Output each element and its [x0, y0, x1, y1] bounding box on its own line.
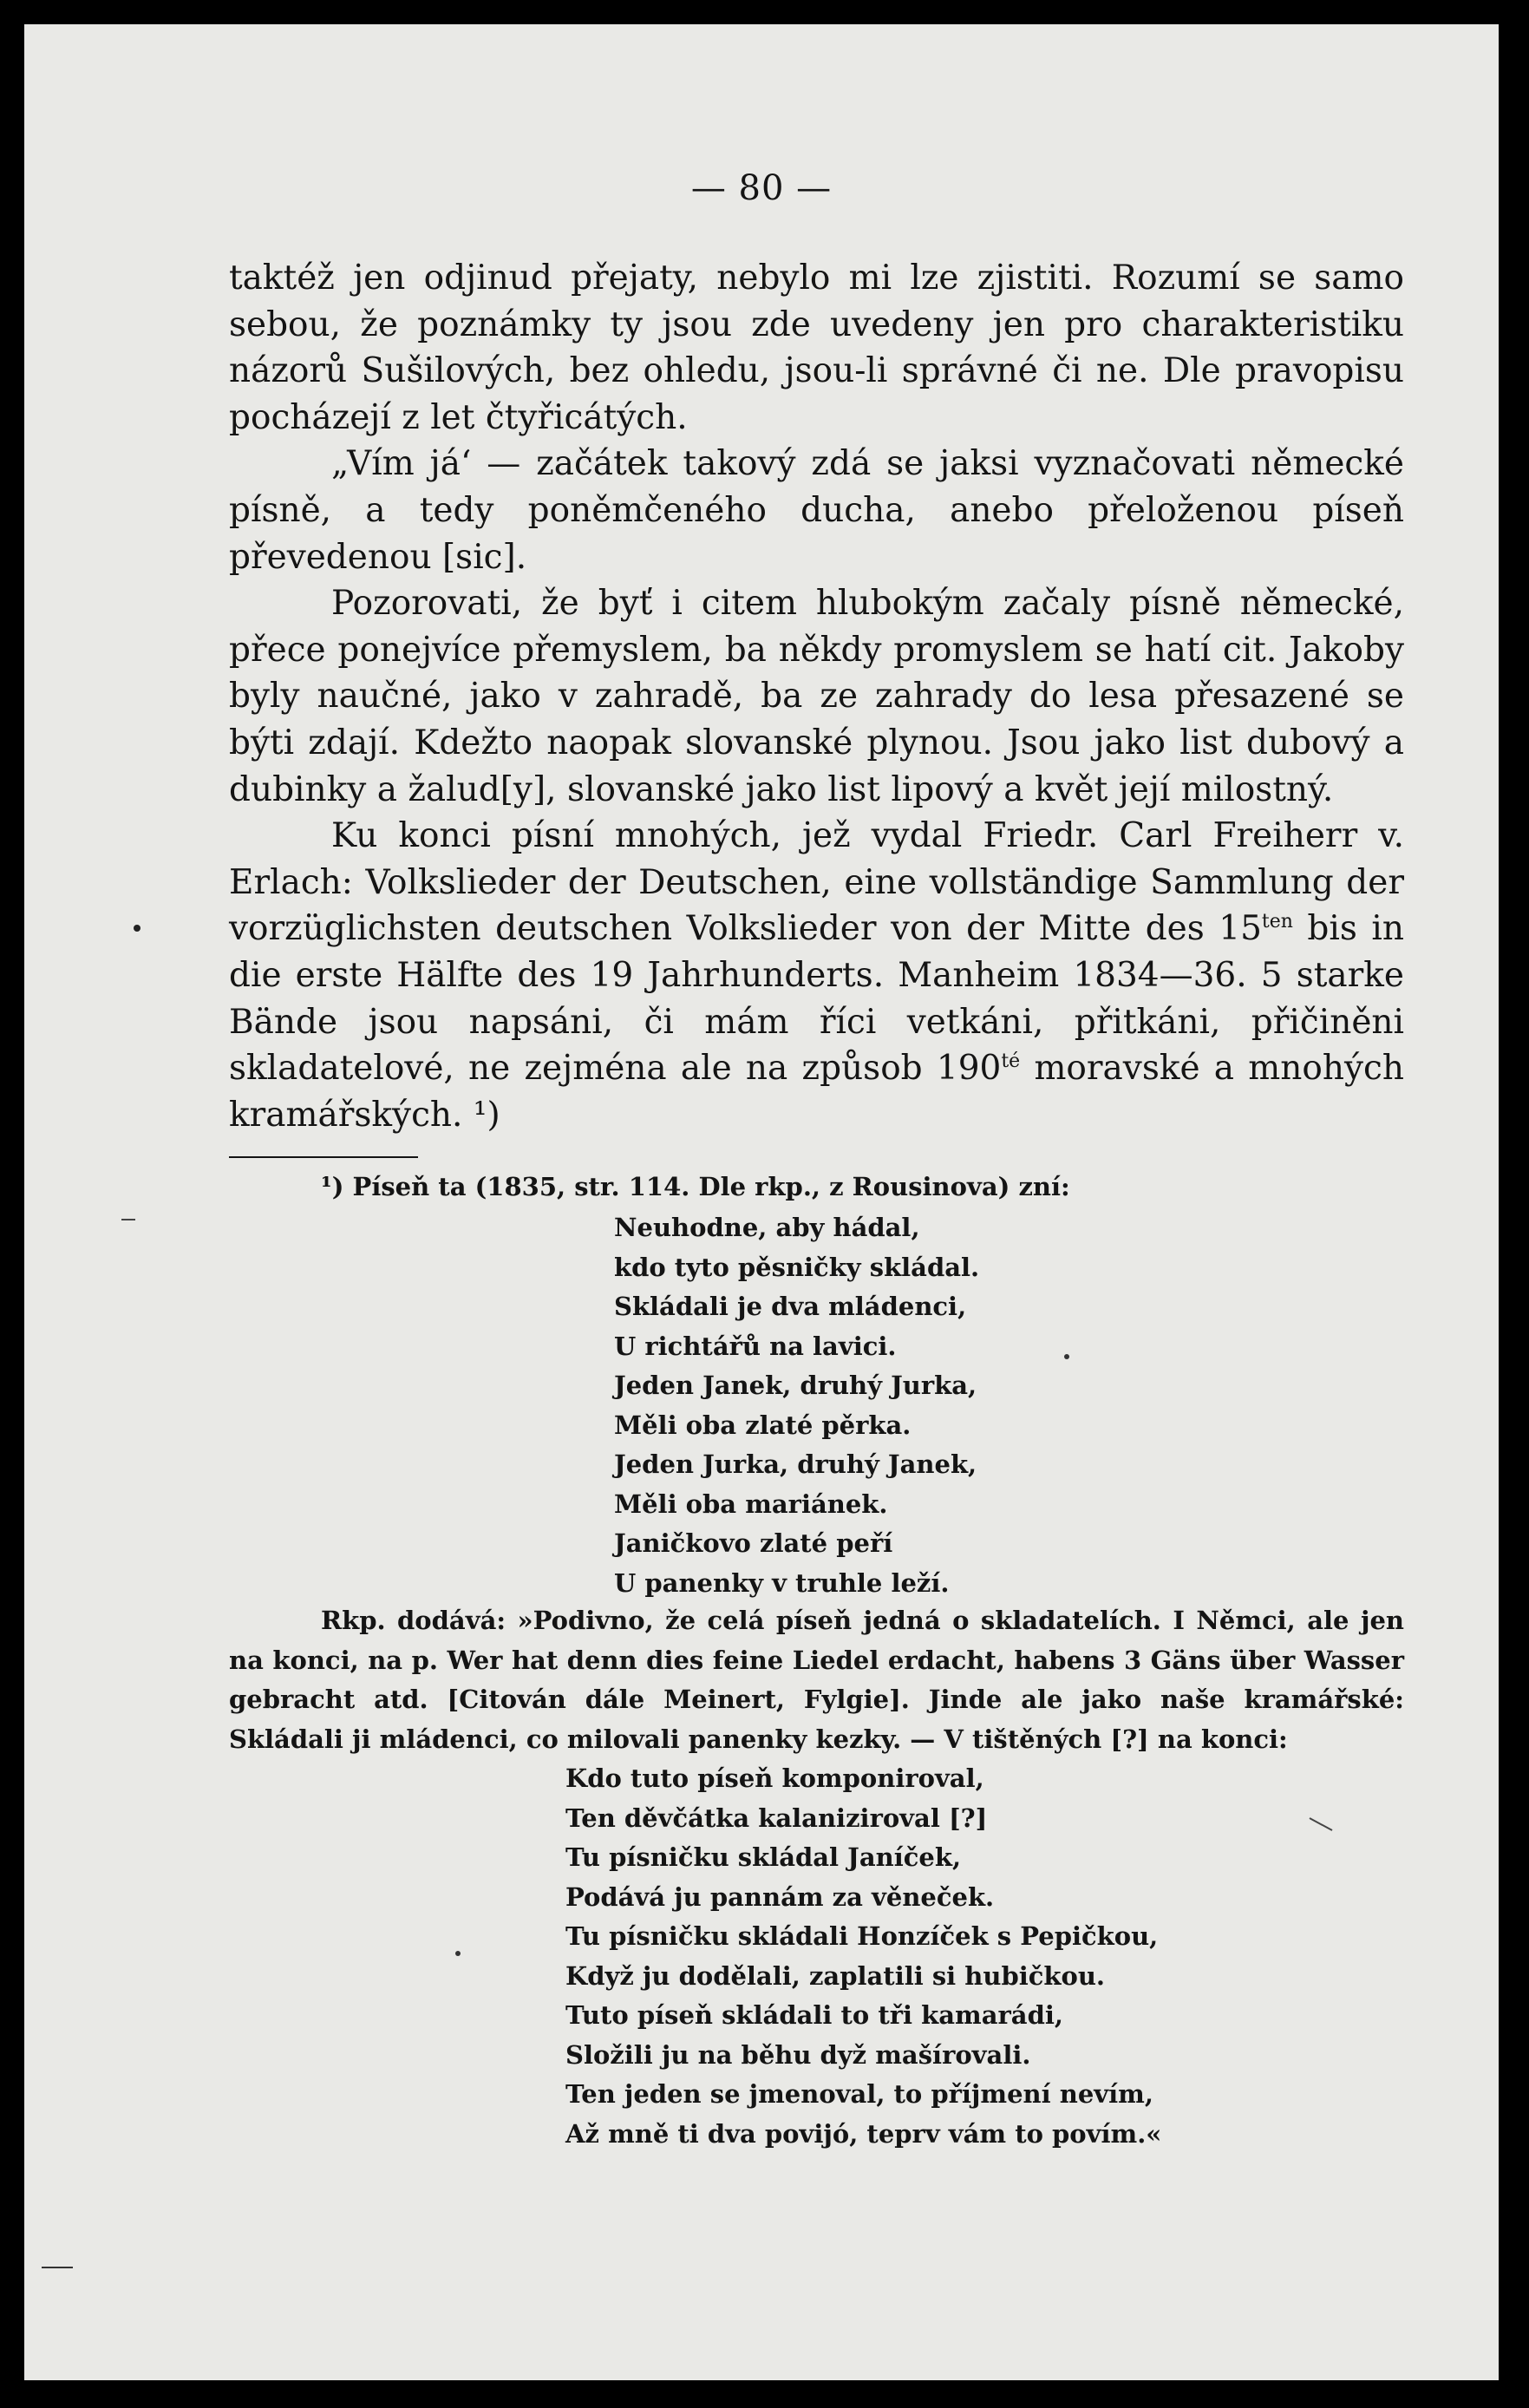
verse-line: Janičkovo zlaté peří: [614, 1528, 893, 1558]
verse-line: U richtářů na lavici.: [614, 1331, 897, 1361]
verse-line: Jeden Jurka, druhý Janek,: [614, 1449, 977, 1479]
paragraph-1: taktéž jen odjinud přejaty, nebylo mi lze zjistiti. Rozumí se samo sebou, že poznámky ty jsou zde uvedeny jen pro charakteristiku názorů Sušilových, bez ohledu, jsou-li správné či ne. Dle pravopisu pocházejí z let čtyřicátých.: [229, 258, 1404, 437]
paragraph-4: [229, 813, 1404, 1138]
footnote-verse-1: [614, 1208, 979, 1603]
verse-line: Kdo tuto píseň komponiroval,: [565, 1763, 984, 1793]
paragraph-4-part-3: moravské a mnohých kramářských.: [229, 1049, 1404, 1135]
footnote-verse-2: [565, 1759, 1161, 2154]
verse-line: Neuhodne, aby hádal,: [614, 1213, 920, 1242]
verse-line: Podává ju pannám za věneček.: [565, 1881, 995, 1912]
verse-line: U panenky v truhle leží.: [614, 1567, 950, 1598]
speck: [1064, 1354, 1069, 1359]
page-number: — 80 —: [690, 168, 833, 208]
verse-line: Tu písničku skládali Honzíček s Pepičkou,: [565, 1921, 1159, 1951]
verse-line: Jeden Janek, druhý Jurka,: [614, 1371, 977, 1400]
verse-line: Měli oba mariánek.: [614, 1489, 888, 1519]
verse-line: Až mně ti dva povijó, teprv vám to povím.«: [565, 2118, 1162, 2149]
speck: [455, 1951, 461, 1956]
verse-line: Složili ju na běhu dyž mašírovali.: [565, 2039, 1031, 2070]
verse-line: Tu písničku skládal Janíček,: [565, 1842, 962, 1872]
verse-line: Ten děvčátka kalaniziroval [?]: [565, 1803, 988, 1833]
paragraph-4-part-1: Ku konci písní mnohých, jež vydal Friedr. Carl Freiherr v. Erlach: Volkslieder der Deutschen, eine vollständige Sammlung der vorzüglichsten deutschen Volkslieder von der Mitte des 15: [229, 816, 1404, 949]
footnote-rule: [229, 1156, 418, 1158]
superscript-te: té: [1001, 1050, 1021, 1073]
paragraph-3: Pozorovati, že byť i citem hlubokým začaly písně německé, přece ponejvíce přemyslem, ba někdy promyslem se hatí cit. Jakoby byly naučné, jako v zahradě, ba ze zahrady do lesa přesazené se býti zdají. Kdežto naopak slovanské plynou. Jsou jako list dubový a dubinky a žalud[y], slovanské jako list lipový a květ její milostný.: [229, 584, 1404, 809]
superscript-ten: ten: [1261, 911, 1293, 933]
paragraph-2: „Vím já‘ — začátek takový zdá se jaksi vyznačovati německé písně, a tedy poněmčeného ducha, anebo přeloženou píseň převedenou [sic].: [229, 444, 1404, 577]
speck: [134, 925, 140, 932]
verse-line: Když ju dodělali, zaplatili si hubičkou.: [565, 1960, 1106, 1991]
book-page: [24, 24, 1499, 2380]
verse-line: Tuto píseň skládali to tři kamarádi,: [565, 2000, 1063, 2030]
verse-line: Měli oba zlaté pěrka.: [614, 1410, 912, 1440]
verse-line: kdo tyto pěsničky skládal.: [614, 1252, 980, 1282]
footnote-reference[interactable]: ¹): [473, 1095, 500, 1135]
verse-line: Skládali je dva mládenci,: [614, 1292, 967, 1321]
footnote-paragraph: Rkp. dodává: »Podivno, že celá píseň jedná o skladatelích. I Němci, ale jen na konci, na p. Wer hat denn dies feine Liedel erdacht, habens 3 Gäns über Wasser gebracht atd. [Citován dále Meinert, Fylgie]. Jinde ale jako naše kramářské: Skládali ji mládenci, co milovali panenky kezky. — V tištěných [?] na konci:: [229, 1606, 1404, 1754]
footnote-heading: ¹) Píseň ta (1835, str. 114. Dle rkp., z Rousinova) zní:: [321, 1172, 1070, 1201]
paragraph-4-part-2: bis in die erste Hälfte des 19 Jahrhunderts. Manheim 1834—36. 5 starke Bände jsou napsáni, či mám říci vetkáni, přitkáni, přičiněni skladatelové, ne zejména ale na způsob 190: [229, 909, 1404, 1089]
speck: [1310, 1818, 1332, 1830]
main-text: [229, 255, 1404, 1138]
verse-line: Ten jeden se jmenoval, to příjmení nevím,: [565, 2079, 1153, 2109]
